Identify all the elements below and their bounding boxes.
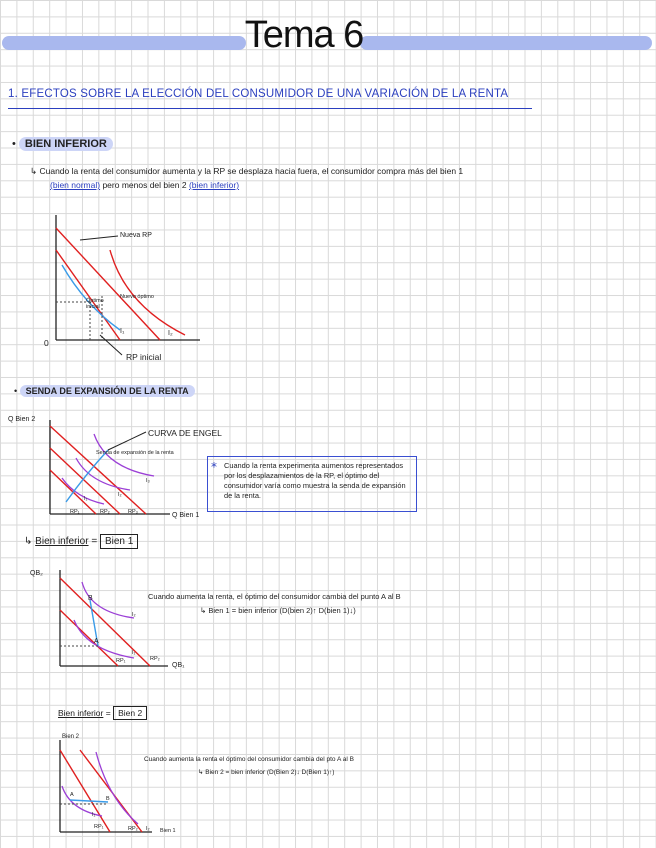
inferior1-i2: I₂	[132, 612, 136, 618]
inferior1-text-2-span: Bien 1 = bien inferior (D(bien 2)↑ D(bien 1)↓)	[208, 606, 356, 615]
inferior1-x-axis: QB₁	[172, 662, 185, 669]
g3-rp1	[60, 610, 118, 666]
inferior2-equals: =	[105, 708, 111, 718]
inferior1-value: Bien 1	[100, 534, 138, 549]
inferior1-row	[24, 536, 138, 547]
senda-note	[207, 456, 417, 512]
g1-label-i1: I₁	[120, 328, 125, 335]
g1-arrow-nueva	[80, 236, 118, 240]
senda-i2: I₂	[118, 492, 122, 498]
inferior2-i2: I₂	[146, 826, 150, 832]
note-star: *	[211, 460, 217, 474]
senda-note-text: Cuando la renta experimenta aumentos representados por los desplazamientos de la RP, el óptimo del consumidor varía como muestra la senda de expansión de la renta.	[224, 461, 406, 500]
bien-inferior-text-2-mid: pero menos del bien 2	[102, 180, 187, 190]
section-underline	[8, 108, 532, 109]
bien-inferior-text-1-span: Cuando la renta del consumidor aumenta y la RP se desplaza hacia fuera, el consumidor compra más del bien 1	[39, 166, 464, 176]
inferior2-i1: I₁	[92, 812, 96, 818]
g1-label-rp-inicial: RP inicial	[126, 352, 162, 362]
title-bar-left	[2, 36, 246, 50]
senda-i3: I₃	[146, 478, 150, 484]
g4-rp1	[60, 750, 110, 832]
inferior1-rp2: RP₂	[150, 656, 160, 662]
g4-i2	[96, 752, 138, 824]
inferior2-point-a: A	[70, 792, 74, 798]
inferior1-arrow: ↳	[24, 536, 33, 547]
g1-label-nuevo-optimo: Nuevo óptimo	[120, 294, 154, 300]
inferior1-label: Bien inferior	[35, 536, 89, 547]
inferior2-y-axis: Bien 2	[62, 734, 80, 740]
bien-inferior-label: (bien inferior)	[188, 180, 240, 190]
inferior2-rp1: RP₁	[94, 824, 104, 830]
senda-rp3: RP₃	[128, 509, 138, 515]
g1-rp-inicial	[56, 250, 120, 340]
inferior1-text-1: Cuando aumenta la renta, el óptimo del consumidor cambia del punto A al B	[148, 592, 401, 601]
graph-inferior2	[56, 740, 166, 840]
title-bar-right	[360, 36, 652, 50]
bien-inferior-heading-text: BIEN INFERIOR	[19, 137, 113, 151]
inferior2-value: Bien 2	[113, 706, 147, 720]
senda-i1: I₁	[84, 496, 88, 502]
inferior1-rp1: RP₁	[116, 658, 126, 664]
bien-inferior-text-2	[50, 180, 239, 190]
inferior1-equals: =	[91, 536, 98, 547]
inferior2-text-1: Cuando aumenta la renta el óptimo del consumidor cambia del pto A al B	[144, 756, 354, 763]
inferior2-text-2: ↳ Bien 2 = bien inferior (D(Bien 2)↓ D(Bien 1)↑)	[198, 769, 335, 776]
senda-heading: • SENDA DE EXPANSIÓN DE LA RENTA	[14, 386, 195, 396]
g2-engel	[66, 450, 108, 502]
section-title: 1. EFECTOS SOBRE LA ELECCIÓN DEL CONSUMIDOR DE UNA VARIACIÓN DE LA RENTA	[8, 88, 509, 100]
senda-y-axis: Q Bien 2	[8, 416, 36, 423]
g2-arrow	[108, 432, 146, 450]
g1-label-optimo-inicial: Óptimo inicial	[86, 298, 104, 310]
g4-path	[70, 800, 108, 802]
senda-rp1: RP₁	[70, 509, 80, 515]
bien-normal-label: (bien normal)	[50, 180, 101, 190]
g1-curve-i2	[110, 250, 185, 335]
inferior2-text-2-span: Bien 2 = bien inferior (D(Bien 2)↓ D(Bien 1)↑)	[205, 769, 335, 776]
inferior2-rp2: RP₂	[128, 826, 138, 832]
inferior1-i1: I₁	[132, 650, 136, 656]
inferior1-y-axis: QB₂	[30, 570, 43, 577]
senda-x-axis: Q Bien 1	[172, 512, 200, 519]
bien-inferior-heading: • BIEN INFERIOR	[12, 138, 113, 150]
bien-inferior-text-1: ↳ Cuando la renta del consumidor aumenta y la RP se desplaza hacia fuera, el consumidor compra más del bien 1	[30, 166, 464, 176]
inferior1-point-a: A	[94, 638, 99, 645]
g2-i1	[62, 478, 104, 504]
g1-label-origin: 0	[44, 338, 49, 348]
inferior2-point-b: B	[106, 796, 110, 802]
inferior2-x-axis: Bien 1	[160, 828, 176, 834]
graph-inferior1	[56, 570, 176, 670]
inferior2-row	[58, 708, 147, 718]
inferior2-label: Bien inferior	[58, 708, 104, 718]
senda-curva-engel: CURVA DE ENGEL	[148, 428, 222, 438]
inferior1-text-2: ↳ Bien 1 = bien inferior (D(bien 2)↑ D(bien 1)↓)	[200, 606, 356, 615]
g1-label-nueva-rp: Nueva RP	[120, 232, 152, 239]
senda-label: Senda de expansión de la renta	[96, 450, 174, 456]
inferior1-point-b: B	[88, 595, 93, 602]
senda-heading-text: SENDA DE EXPANSIÓN DE LA RENTA	[20, 385, 195, 397]
page-title: Tema 6	[244, 14, 364, 56]
senda-rp2: RP₂	[100, 509, 110, 515]
g1-label-i2: I₂	[168, 330, 173, 337]
